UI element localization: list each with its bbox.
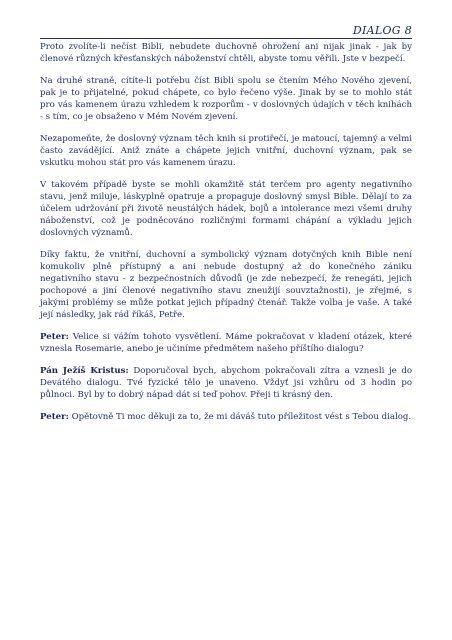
speaker-name: Peter: bbox=[40, 412, 69, 422]
dialog-paragraph bbox=[40, 331, 412, 355]
paragraph-text: Na druhé straně, cítíte-li potřebu číst Bibli spolu se čtením Mého Nového zjevení, pak je to přijatelné, pokud chápete, co bylo řečeno výše. Jinak by se to mohlo stát pro vás kamenem úrazu vzhledem k rozporům - v doslovných údajích v těch knihách - s tím, co je obsaženo v Mém Novém zjevení. bbox=[40, 76, 412, 122]
speaker-name: Pán Ježíš Kristus: bbox=[40, 366, 129, 376]
paragraph bbox=[40, 75, 412, 123]
speaker-name: Peter: bbox=[40, 332, 69, 342]
paragraph bbox=[40, 249, 412, 321]
paragraph-text: Díky faktu, že vnitřní, duchovní a symbolický význam dotyčných knih Bible není komukoliv plně přístupný a ani nebude dostupný až do konečného zániku negativního stavu - z bezpečnostních důvodů (je zde nebezpečí, že renegáti, jejich pochopové a jiní členové negativního stavu zneužijí souvztažnosti), je zřejmé, s jakými problémy se může potkat jejich případný čtenář. Takže volba je vaše. A také její následky, jak rád říkáš, Petře. bbox=[40, 250, 412, 320]
paragraph-text: Opětovně Ti moc děkuji za to, že mi dáváš tuto příležitost vést s Tebou dialog. bbox=[71, 412, 412, 422]
header-title: DIALOG 8 bbox=[352, 24, 412, 37]
paragraph-text: Nezapomeňte, že doslovný význam těch knih si protiřečí, je matoucí, tajemný a velmi často zavádějící. Aniž znáte a chápete jejich vnitřní, duchovní význam, pak se vskutku mohou stát pro vás kamenem úrazu. bbox=[40, 134, 412, 168]
paragraph bbox=[40, 41, 412, 65]
paragraph-text: Velice si vážím tohoto vysvětlení. Máme pokračovat v kladení otázek, které vznesla Rosemarie, anebo je učiníme předmětem našeho příštího dialogu? bbox=[40, 332, 412, 354]
paragraph bbox=[40, 179, 412, 239]
paragraph-text: Proto zvolíte-li nečíst Bibli, nebudete duchovně ohrožení ani nijak jinak - jak by členové různých křesťanských náboženství chtěli, abyste tomu věřili. Jste v bezpečí. bbox=[40, 42, 412, 64]
document-body bbox=[40, 41, 412, 433]
dialog-paragraph bbox=[40, 411, 412, 423]
paragraph-text: Doporučoval bych, abychom pokračovali zítra a vznesli je do Devátého dialogu. Tvé fyzické tělo je unaveno. Vždyť jsi vzhůru od 3 hodin po půlnoci. Byl by to dobrý nápad dát si teď pohov. Přeji ti krásný den. bbox=[40, 366, 412, 400]
page-header bbox=[40, 14, 412, 39]
paragraph-text: V takovém případě byste se mohli okamžitě stát terčem pro agenty negativního stavu, jenž miluje, láskyplně opatruje a propaguje doslovný smysl Bible. Dělají to za účelem udržování při životě neustálých hádek, bojů a intolerance mezi všemi druhy náboženství, což je podněcováno rozličnými formami chápání a výkladu jejich doslovných významů. bbox=[40, 180, 412, 238]
dialog-paragraph bbox=[40, 365, 412, 401]
paragraph bbox=[40, 133, 412, 169]
